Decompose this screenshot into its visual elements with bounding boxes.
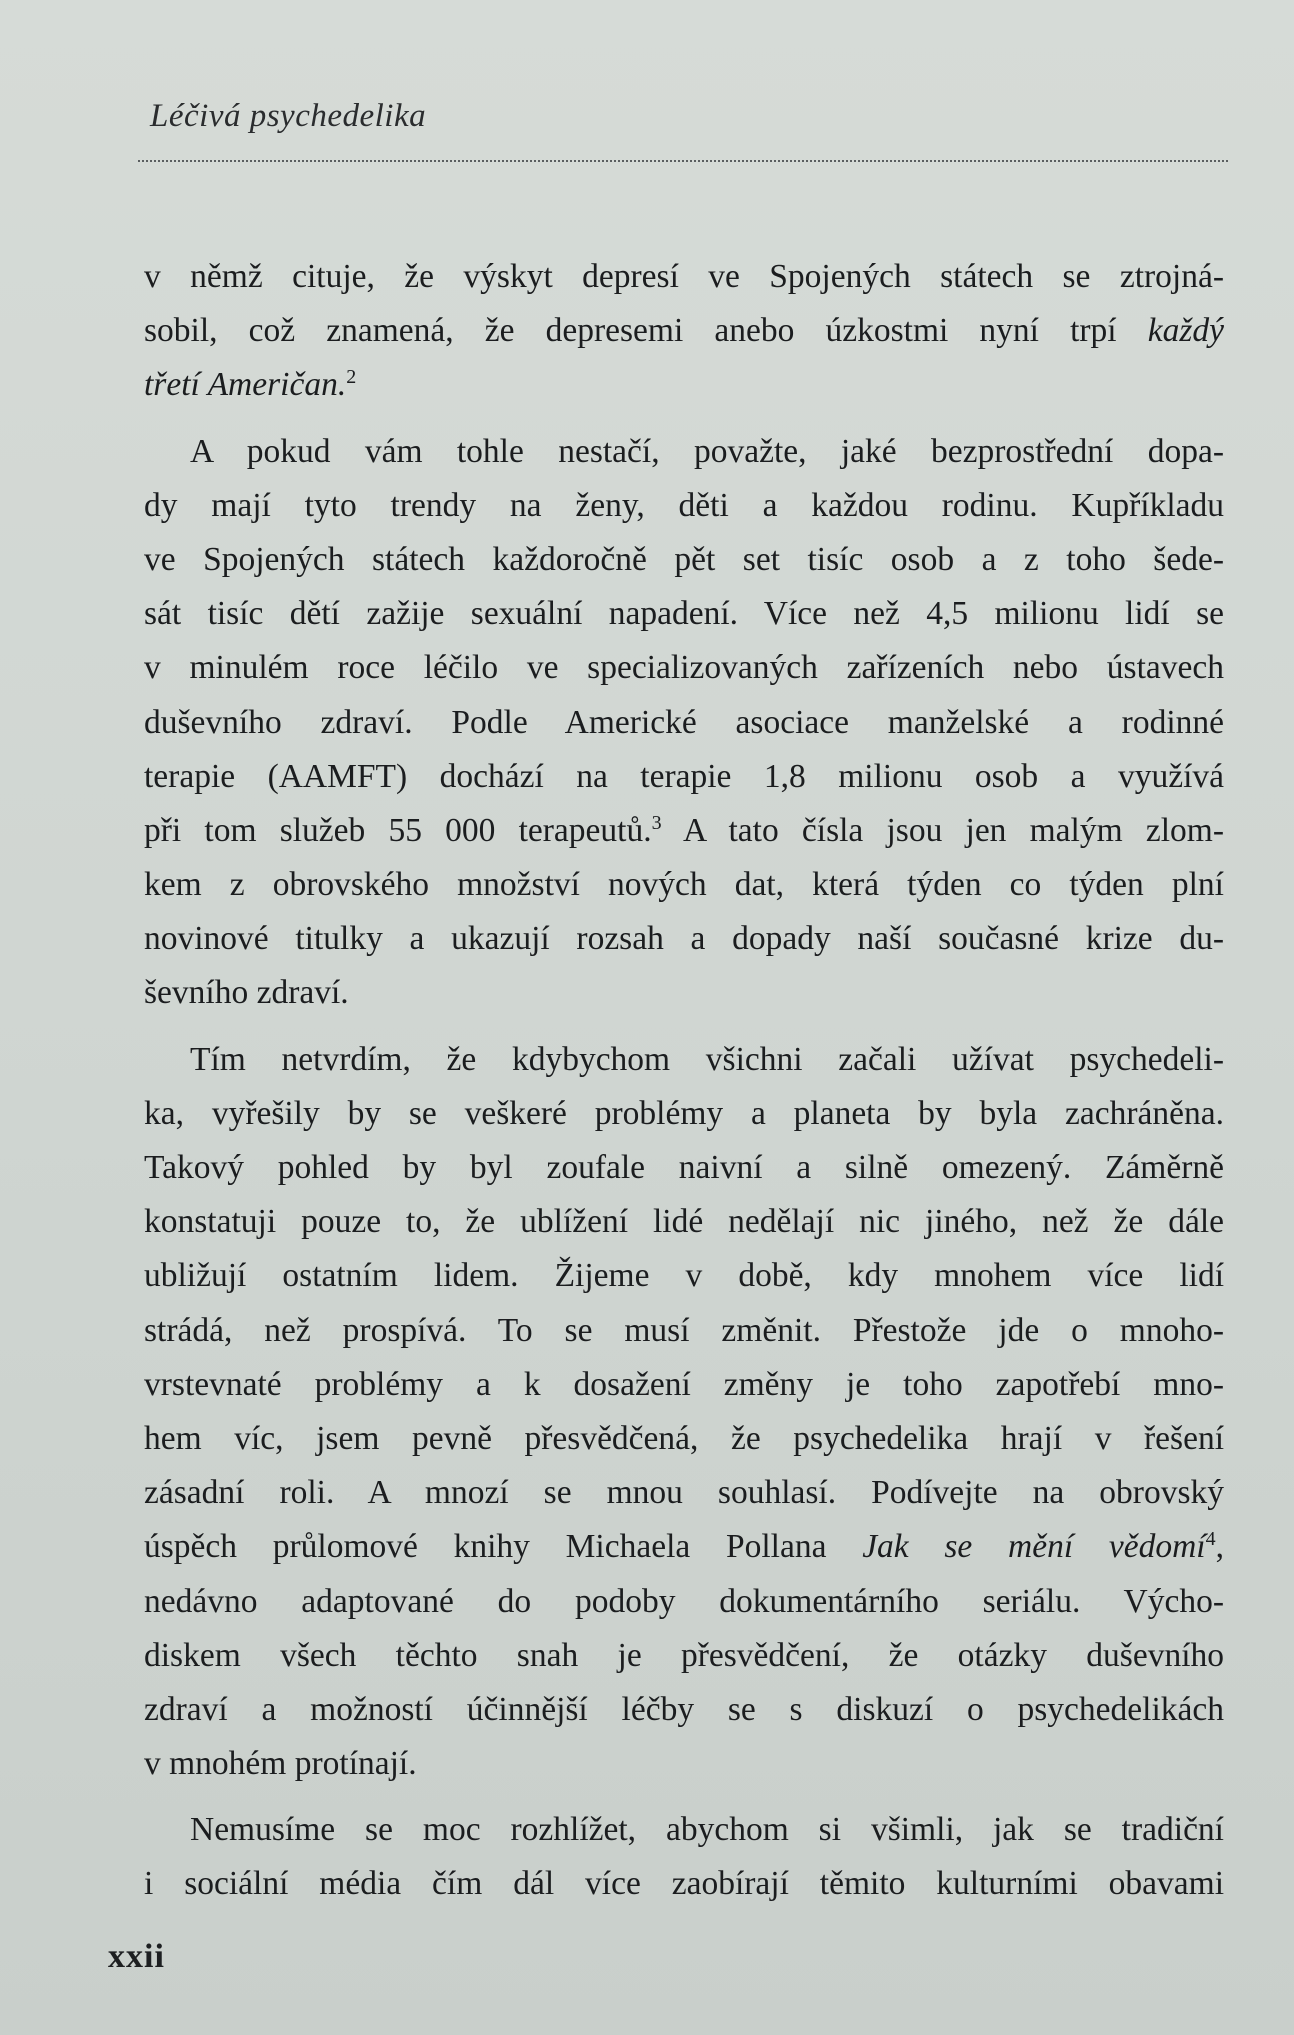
text-line [144,587,1224,641]
text-line [144,358,1224,412]
text-segment: ubližují ostatním lidem. Žijeme v době, kdy mnohem více lidí [144,1257,1224,1295]
text-line [144,425,1224,479]
text-segment: dy mají tyto trendy na ženy, děti a každou rodinu. Kupříkladu [144,486,1224,524]
text-line [144,533,1224,587]
text-line [144,804,1224,858]
text-segment: novinové titulky a ukazují rozsah a dopady naší současné krize du- [144,920,1224,958]
text-line [144,1033,1224,1087]
text-line [144,1520,1224,1574]
page-number: xxii [108,1938,165,1975]
text-segment: v minulém roce léčilo ve specializovaných zařízeních nebo ústavech [144,649,1224,687]
text-segment: konstatuji pouze to, že ublížení lidé nedělají nic jiného, než že dále [144,1203,1224,1241]
text-line [144,1629,1224,1683]
text-segment: zásadní roli. A mnozí se mnou souhlasí. Podívejte na obrovský [144,1474,1224,1512]
text-line [144,1575,1224,1629]
text-line [144,912,1224,966]
text-line [144,641,1224,695]
text-segment: i sociální média čím dál více zaobírají těmito kulturními obavami [144,1865,1224,1903]
text-line [144,1857,1224,1911]
text-segment: při tom služeb 55 000 terapeutů. [144,811,652,849]
text-segment: sobil, což znamená, že depresemi anebo úzkostmi nyní trpí [144,312,1148,350]
text-line [144,1358,1224,1412]
text-segment: vrstevnaté problémy a k dosažení změny je toho zapotřebí mno- [144,1365,1224,1403]
text-line [144,1466,1224,1520]
paragraph-gap [144,1791,1224,1803]
text-segment: zdraví a možností účinnější léčby se s diskuzí o psychedelikách [144,1690,1224,1728]
text-segment: sát tisíc dětí zažije sexuální napadení. Více než 4,5 milionu lidí se [144,595,1224,633]
text-line [144,1249,1224,1303]
text-line [144,1087,1224,1141]
text-line [144,966,1224,1020]
header-rule [138,160,1228,162]
text-segment: Nemusíme se moc rozhlížet, abychom si všimli, jak se tradiční [190,1811,1224,1849]
text-segment: kem z obrovského množství nových dat, která týden co týden plní [144,866,1224,904]
footnote-marker: 2 [346,366,357,389]
italic-text: každý [1147,312,1224,350]
footnote-marker: 4 [1205,1528,1216,1551]
text-segment: duševního zdraví. Podle Americké asociace manželské a rodinné [144,703,1224,741]
text-segment: A pokud vám tohle nestačí, považte, jaké bezprostřední dopa- [190,432,1224,470]
text-segment: strádá, než prospívá. To se musí změnit. Přestože jde o mnoho- [144,1311,1224,1349]
text-line [144,1412,1224,1466]
text-segment: úspěch průlomové knihy Michaela Pollana [144,1528,863,1566]
text-segment: v němž cituje, že výskyt depresí ve Spojených státech se ztrojná- [144,258,1224,295]
text-line [144,858,1224,912]
text-segment: v mnohém protínají. [144,1745,417,1783]
text-segment: A tato čísla jsou jen malým zlom- [661,811,1224,849]
text-line [144,250,1224,304]
paragraph-gap [144,1021,1224,1033]
text-line [144,750,1224,804]
text-line [144,1737,1224,1791]
text-segment: ševního zdraví. [144,974,349,1012]
text-segment: diskem všech těchto snah je přesvědčení, že otázky duševního [144,1636,1224,1674]
text-line [144,304,1224,358]
body-text [144,250,1224,1912]
text-segment: hem víc, jsem pevně přesvědčená, že psychedelika hrají v řešení [144,1419,1224,1457]
text-line [144,1195,1224,1249]
text-segment: nedávno adaptované do podoby dokumentárního seriálu. Výcho- [144,1582,1224,1620]
running-head: Léčivá psychedelika [150,98,427,134]
text-segment: Takový pohled by byl zoufale naivní a silně omezený. Záměrně [144,1149,1224,1186]
text-line [144,1141,1224,1195]
italic-text: Jak se mění vědomí [862,1528,1206,1566]
paragraph-gap [144,413,1224,425]
text-line [144,1683,1224,1737]
italic-text: třetí Američan. [144,366,347,404]
footnote-marker: 3 [651,811,662,834]
text-segment: ve Spojených státech každoročně pět set tisíc osob a z toho šede- [144,540,1224,578]
text-line [144,1304,1224,1358]
text-line [144,696,1224,750]
text-line [144,1803,1224,1857]
text-line [144,479,1224,533]
text-segment: , [1215,1528,1224,1566]
text-segment: Tím netvrdím, že kdybychom všichni začali užívat psychedeli- [190,1040,1224,1078]
text-segment: ka, vyřešily by se veškeré problémy a planeta by byla zachráněna. [144,1094,1224,1132]
text-segment: terapie (AAMFT) dochází na terapie 1,8 milionu osob a využívá [144,757,1224,795]
